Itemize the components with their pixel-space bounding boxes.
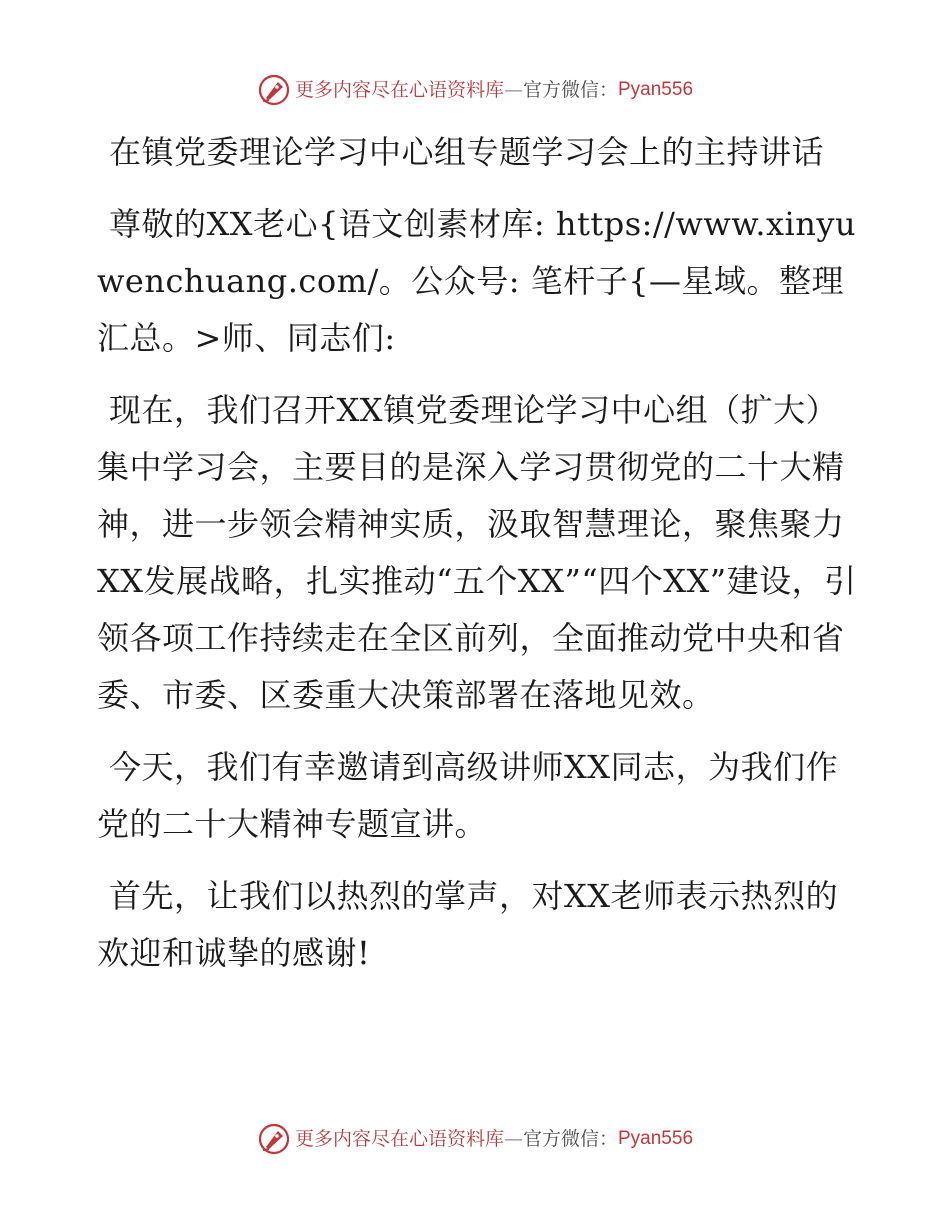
banner-text: 更多内容尽在心语资料库: [294, 79, 504, 101]
banner-label: 官方微信：: [522, 1128, 618, 1150]
document-title: 在镇党委理论学习中心组专题学习会上的主持讲话: [109, 133, 825, 171]
banner-wechat-id: Pyan556: [618, 79, 694, 100]
greeting-paragraph: 尊敬的XX老心{语文创素材库: https://www.xinyuwenchuang.com/。公众号: 笔杆子{—星域。整理汇总。>师、同志们:: [97, 205, 857, 357]
footer-banner: [0, 1119, 950, 1159]
pen-nib-logo-icon: [257, 1122, 291, 1156]
banner-text: 更多内容尽在心语资料库: [294, 1128, 504, 1150]
paragraph-3: 首先，让我们以热烈的掌声，对XX老师表示热烈的欢迎和诚挚的感谢!: [97, 877, 839, 972]
pen-nib-logo-icon: [257, 73, 291, 107]
paragraph-1: 现在，我们召开XX镇党委理论学习中心组（扩大）集中学习会，主要目的是深入学习贯彻党的二十大精神，进一步领会精神实质，汲取智慧理论，聚焦聚力XX发展战略，扎实推动“五个XX”“四个XX”建设，引领各项工作持续走在全区前列，全面推动党中央和省委、市委、区委重大决策部署在落地见效。: [97, 391, 857, 714]
banner-separator: —: [503, 1128, 523, 1150]
header-banner: [0, 70, 950, 110]
banner-wechat-id: Pyan556: [618, 1128, 694, 1149]
banner-label: 官方微信：: [522, 79, 618, 101]
banner-separator: —: [503, 79, 523, 101]
document-body: [97, 124, 857, 982]
paragraph-2: 今天，我们有幸邀请到高级讲师XX同志，为我们作党的二十大精神专题宣讲。: [97, 748, 839, 843]
